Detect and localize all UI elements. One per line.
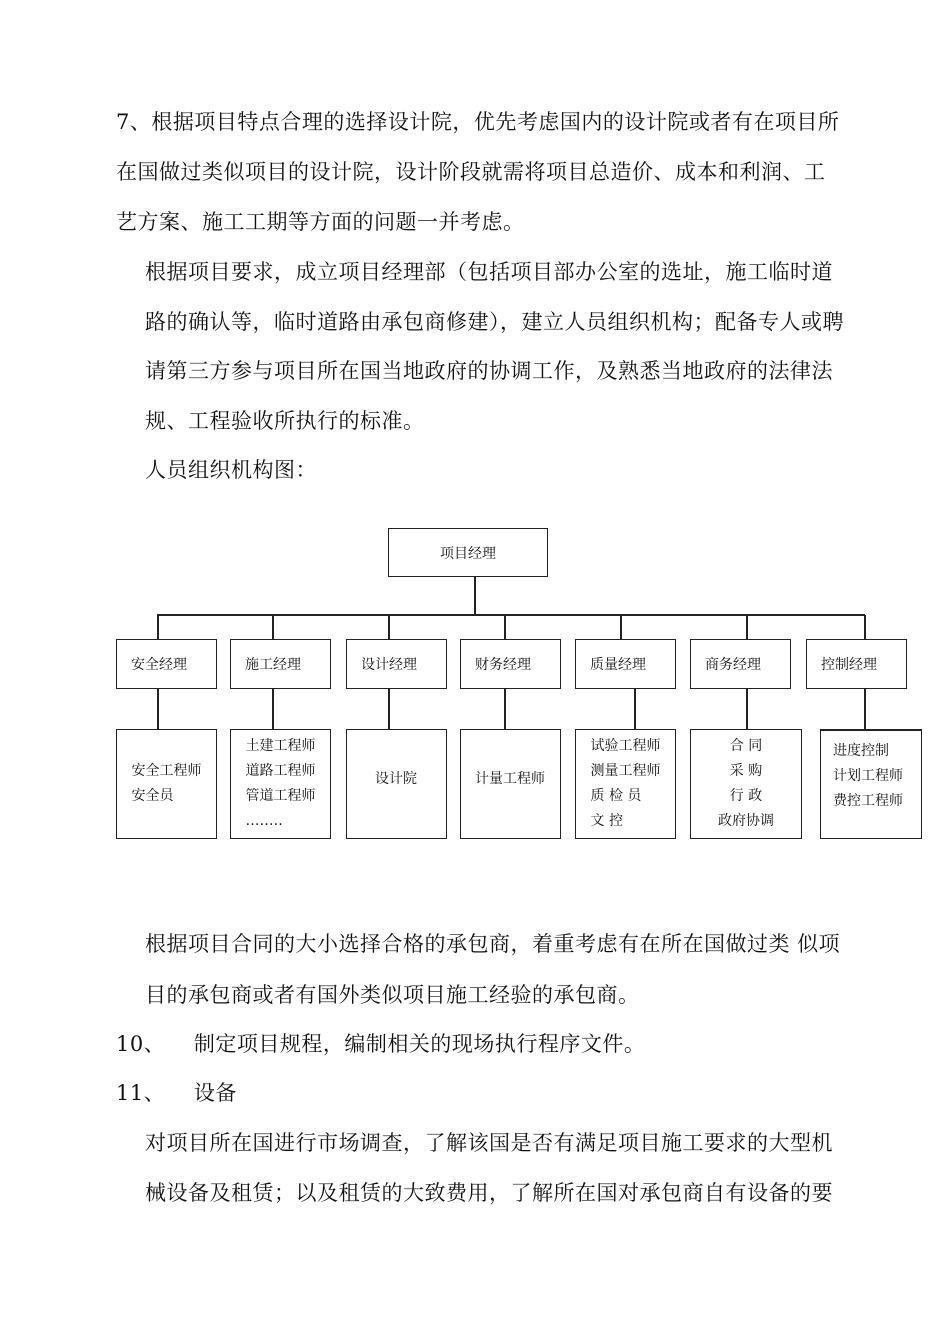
staff-item: 进度控制 — [833, 743, 889, 759]
staff-item: 设计院 — [375, 771, 417, 787]
paragraph-11-line-2: 械设备及租赁；以及租赁的大致费用，了解所在国对承包商自有设备的要 — [145, 1181, 833, 1205]
staff-item: 土建工程师 — [245, 738, 316, 754]
paragraph-11-line-1: 对项目所在国进行市场调查，了解该国是否有满足项目施工要求的大型机 — [145, 1131, 833, 1155]
staff-box-design — [346, 729, 447, 839]
staff-item: 质 检 员 — [590, 788, 642, 804]
manager-label: 安全经理 — [131, 657, 187, 673]
staff-connector-1 — [157, 689, 159, 729]
connector-5 — [620, 615, 622, 639]
staff-item: 合 同 — [729, 738, 763, 754]
staff-box-quality — [575, 729, 676, 839]
org-root-box — [388, 528, 548, 577]
staff-connector-6 — [746, 689, 748, 729]
paragraph-8-line-4: 规、工程验收所执行的标准。 — [145, 409, 425, 433]
paragraph-9-line-2: 目的承包商或者有国外类似项目施工经验的承包商。 — [145, 983, 640, 1007]
paragraph-9-line-1: 根据项目合同的大小选择合格的承包商，着重考虑有在所在国做过类 似项 — [145, 932, 841, 956]
manager-label: 质量经理 — [590, 657, 646, 673]
staff-item: 道路工程师 — [245, 763, 316, 779]
staff-item: 费控工程师 — [833, 793, 903, 809]
staff-item: 测量工程师 — [590, 763, 661, 779]
staff-box-commerce — [690, 729, 802, 839]
staff-item: 采 购 — [729, 763, 763, 779]
manager-box-finance — [460, 639, 561, 689]
staff-box-control — [820, 729, 922, 839]
staff-box-finance — [460, 729, 561, 839]
staff-item: 行 政 — [729, 788, 763, 804]
staff-box-construction — [230, 729, 331, 839]
paragraph-7-line-3: 艺方案、施工工期等方面的问题一并考虑。 — [116, 210, 525, 234]
staff-connector-7 — [864, 689, 866, 729]
org-chart-caption: 人员组织机构图： — [145, 458, 317, 482]
paragraph-8-line-1: 根据项目要求，成立项目经理部（包括项目部办公室的选址，施工临时道 — [145, 260, 833, 284]
staff-connector-4 — [504, 689, 506, 729]
connector-6 — [746, 615, 748, 639]
staff-item: 文 控 — [590, 813, 623, 829]
paragraph-10: 10、 制定项目规程，编制相关的现场执行程序文件。 — [116, 1032, 646, 1056]
manager-box-safety — [116, 639, 217, 689]
paragraph-7-line-2: 在国做过类似项目的设计院，设计阶段就需将项目总造价、成本和利润、工 — [116, 160, 826, 184]
manager-label: 施工经理 — [245, 657, 301, 673]
manager-box-design — [346, 639, 447, 689]
connector-1 — [157, 615, 159, 639]
root-connector — [474, 577, 476, 615]
staff-connector-2 — [272, 689, 274, 729]
paragraph-11-heading: 11、 设备 — [116, 1081, 237, 1105]
connector-4 — [504, 615, 506, 639]
staff-item: 计量工程师 — [475, 771, 545, 787]
staff-connector-3 — [388, 689, 390, 729]
org-root-label: 项目经理 — [440, 545, 496, 562]
paragraph-8-line-3: 请第三方参与项目所在国当地政府的协调工作，及熟悉当地政府的法律法 — [145, 359, 833, 383]
staff-item: 试验工程师 — [590, 738, 661, 754]
manager-label: 财务经理 — [475, 657, 531, 673]
staff-box-safety — [116, 729, 217, 839]
manager-box-quality — [575, 639, 676, 689]
manager-box-commerce — [690, 639, 791, 689]
connector-3 — [388, 615, 390, 639]
paragraph-7-line-1: 7、根据项目特点合理的选择设计院，优先考虑国内的设计院或者有在项目所 — [116, 110, 840, 134]
staff-item: 安全员 — [131, 788, 174, 804]
connector-7 — [864, 615, 866, 639]
manager-label: 控制经理 — [821, 657, 877, 673]
staff-item: 政府协调 — [718, 813, 774, 829]
manager-label: 设计经理 — [361, 657, 417, 673]
manager-label: 商务经理 — [705, 657, 761, 673]
manager-box-control — [806, 639, 907, 689]
staff-item: 安全工程师 — [131, 763, 202, 779]
staff-connector-5 — [634, 689, 636, 729]
staff-item: 计划工程师 — [833, 768, 903, 784]
paragraph-8-line-2: 路的确认等，临时道路由承包商修建），建立人员组织机构；配备专人或聘 — [145, 310, 844, 334]
manager-bus-line — [157, 614, 865, 616]
staff-item: 管道工程师 — [245, 788, 316, 804]
staff-item: ……‥ — [245, 813, 283, 829]
manager-box-construction — [230, 639, 331, 689]
connector-2 — [272, 615, 274, 639]
